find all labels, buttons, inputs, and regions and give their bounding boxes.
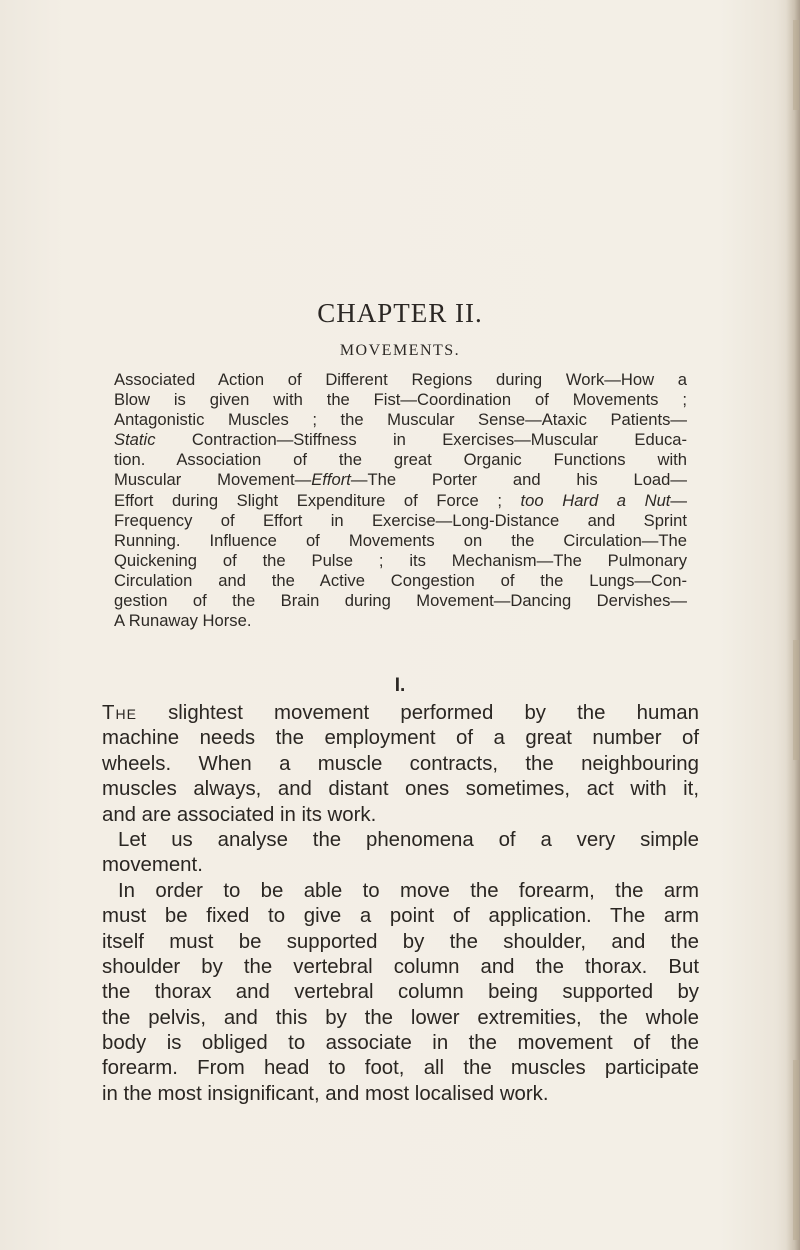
summary-line: Quickening of the Pulse ; its Mechanism—The Pulmonary (114, 550, 687, 570)
summary-line: Effort during Slight Expenditure of Force ; too Hard a Nut— (114, 490, 687, 510)
chapter-summary (114, 370, 687, 631)
summary-line: Frequency of Effort in Exercise—Long-Distance and Sprint (114, 510, 687, 530)
body-line: wheels. When a muscle contracts, the neighbouring (102, 752, 699, 775)
page-edge-mark (793, 1060, 799, 1240)
italic-term: Effort (311, 470, 351, 490)
chapter-title: CHAPTER II. (317, 298, 483, 328)
summary-line: Blow is given with the Fist—Coordination of Movements ; (114, 390, 687, 410)
summary-line: Associated Action of Different Regions during Work—How a (114, 370, 687, 389)
summary-line: Running. Influence of Movements on the Circulation—The (114, 530, 687, 550)
body-line: shoulder by the vertebral column and the thorax. But (102, 955, 699, 978)
body-line: in the most insignificant, and most localised work. (102, 1082, 549, 1105)
summary-line: A Runaway Horse. (114, 611, 252, 631)
body-line: and are associated in its work. (102, 803, 377, 826)
body-line: movement. (102, 854, 203, 877)
opening-word: The (102, 702, 137, 724)
italic-term: Static (114, 430, 156, 450)
summary-line: gestion of the Brain during Movement—Dancing Dervishes— (114, 591, 687, 611)
body-line: itself must be supported by the shoulder, and the (102, 930, 699, 953)
body-line: In order to be able to move the forearm, the arm (118, 879, 699, 902)
body-line: muscles always, and distant ones sometimes, act with it, (102, 778, 699, 801)
body-text (102, 701, 699, 1107)
body-line: body is obliged to associate in the movement of the (102, 1032, 699, 1055)
body-line: machine needs the employment of a great number of (102, 727, 699, 750)
summary-line: Circulation and the Active Congestion of the Lungs—Con- (114, 570, 687, 590)
section-numeral: I. (394, 675, 406, 696)
body-line: the thorax and vertebral column being supported by (102, 981, 699, 1004)
summary-line: Antagonistic Muscles ; the Muscular Sense—Ataxic Patients— (114, 410, 687, 430)
summary-line: Muscular Movement—Effort—The Porter and his Load— (114, 470, 687, 490)
summary-line: tion. Association of the great Organic Functions with (114, 450, 687, 470)
body-line (102, 701, 699, 726)
italic-term: too Hard a Nut (520, 490, 671, 510)
summary-line: Static Contraction—Stiffness in Exercises—Muscular Educa- (114, 430, 687, 450)
body-line-text: slightest movement performed by the human (168, 702, 699, 724)
page-edge-mark (793, 640, 799, 760)
body-line: the pelvis, and this by the lower extremities, the whole (102, 1006, 699, 1029)
body-line: must be fixed to give a point of application. The arm (102, 905, 699, 928)
body-line: Let us analyse the phenomena of a very simple (118, 828, 699, 851)
body-line: forearm. From head to foot, all the muscles participate (102, 1057, 699, 1080)
page-edge-mark (793, 20, 799, 110)
chapter-subtitle: MOVEMENTS. (339, 342, 461, 359)
